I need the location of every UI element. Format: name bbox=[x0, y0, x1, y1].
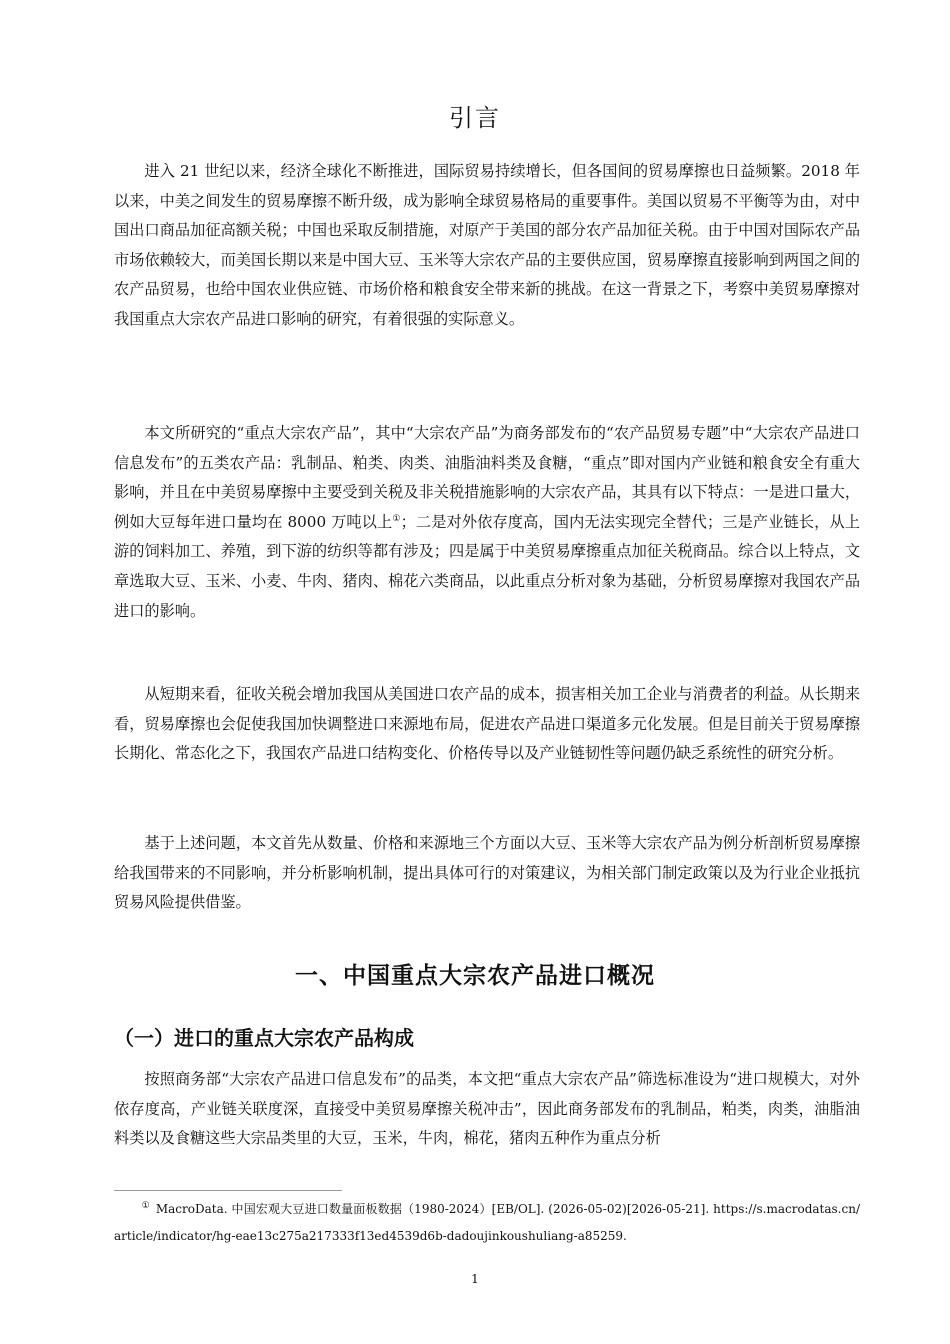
page-number: 1 bbox=[471, 1272, 479, 1286]
intro-paragraph-4: 基于上述问题，本文首先从数量、价格和来源地三个方面以大豆、玉米等大宗农产品为例分析剖析贸易摩擦给我国带来的不同影响，并分析影响机制，提出具体可行的对策建议，为相关部门制定政策以及为行业企业抵抗贸易风险提供借鉴。 bbox=[114, 834, 860, 912]
intro-paragraph-2-text-a: 本文所研究的“重点大宗农产品”，其中“大宗农产品”为商务部发布的“农产品贸易专题”中“大宗农产品进口信息发布”的五类农产品：乳制品、粕类、肉类、油脂油料类及食糖，“重点”即对国内产业链和粮食安全有重大影响，并且在中美贸易摩擦中主要受到关税及非关税措施影响的大宗农产品，其具有以下特点：一是进口量大，例如大豆每年进口量均在 8000 万吨以上 bbox=[114, 424, 860, 531]
footnote-reference-mark[interactable]: ① bbox=[392, 513, 401, 524]
subsection-1-heading: （一）进口的重点大宗农产品构成 bbox=[114, 1026, 414, 1050]
footnote-divider bbox=[114, 1190, 342, 1191]
footnote bbox=[114, 1196, 860, 1250]
footnote-mark: ① bbox=[141, 1201, 150, 1211]
intro-paragraph-3: 从短期来看，征收关税会增加我国从美国进口农产品的成本，损害相关加工企业与消费者的利益。从长期来看，贸易摩擦也会促使我国加快调整进口来源地布局，促进农产品进口渠道多元化发展。但是目前关于贸易摩擦长期化、常态化之下，我国农产品进口结构变化、价格传导以及产业链韧性等问题仍缺乏系统性的研究分析。 bbox=[114, 685, 860, 763]
intro-paragraph-2 bbox=[114, 419, 860, 626]
intro-paragraph-1: 进入 21 世纪以来，经济全球化不断推进，国际贸易持续增长，但各国间的贸易摩擦也日益频繁。2018 年以来，中美之间发生的贸易摩擦不断升级，成为影响全球贸易格局的重要事件。美国以贸易不平衡等为由，对中国出口商品加征高额关税；中国也采取反制措施，对原产于美国的部分农产品加征关税。由于中国对国际农产品市场依赖较大，而美国长期以来是中国大豆、玉米等大宗农产品的主要供应国，贸易摩擦直接影响到两国之间的农产品贸易，也给中国农业供应链、市场价格和粮食安全带来新的挑战。在这一背景之下，考察中美贸易摩擦对我国重点大宗农产品进口影响的研究，有着很强的实际意义。 bbox=[114, 162, 860, 328]
intro-paragraph-2-text-b: ；二是对外依存度高，国内无法实现完全替代；三是产业链长，从上游的饲料加工、养殖，到下游的纺织等都有涉及；四是属于中美贸易摩擦重点加征关税商品。综合以上特点，文章选取大豆、玉米、小麦、牛肉、猪肉、棉花六类商品，以此重点分析对象为基础，分析贸易摩擦对我国农产品进口的影响。 bbox=[114, 512, 860, 620]
section-1-heading: 一、中国重点大宗农产品进口概况 bbox=[295, 963, 655, 989]
intro-heading: 引言 bbox=[449, 104, 501, 132]
footnote-text: MacroData. 中国宏观大豆进口数量面板数据（1980-2024）[EB/OL]. (2026-05-02)[2026-05-21]. https://s.macrodatas.cn/article/indicator/hg-eae13c275a217333f13ed4539d6b-dadoujinkoushuliang-a85259. bbox=[114, 1202, 860, 1243]
section-1-paragraph-1: 按照商务部“大宗农产品进口信息发布”的品类，本文把“重点大宗农产品”筛选标准设为“进口规模大，对外依存度高，产业链关联度深，直接受中美贸易摩擦关税冲击”，因此商务部发布的乳制品，粕类，肉类，油脂油料类以及食糖这些大宗品类里的大豆，玉米，牛肉，棉花，猪肉五种作为重点分析 bbox=[114, 1070, 860, 1148]
